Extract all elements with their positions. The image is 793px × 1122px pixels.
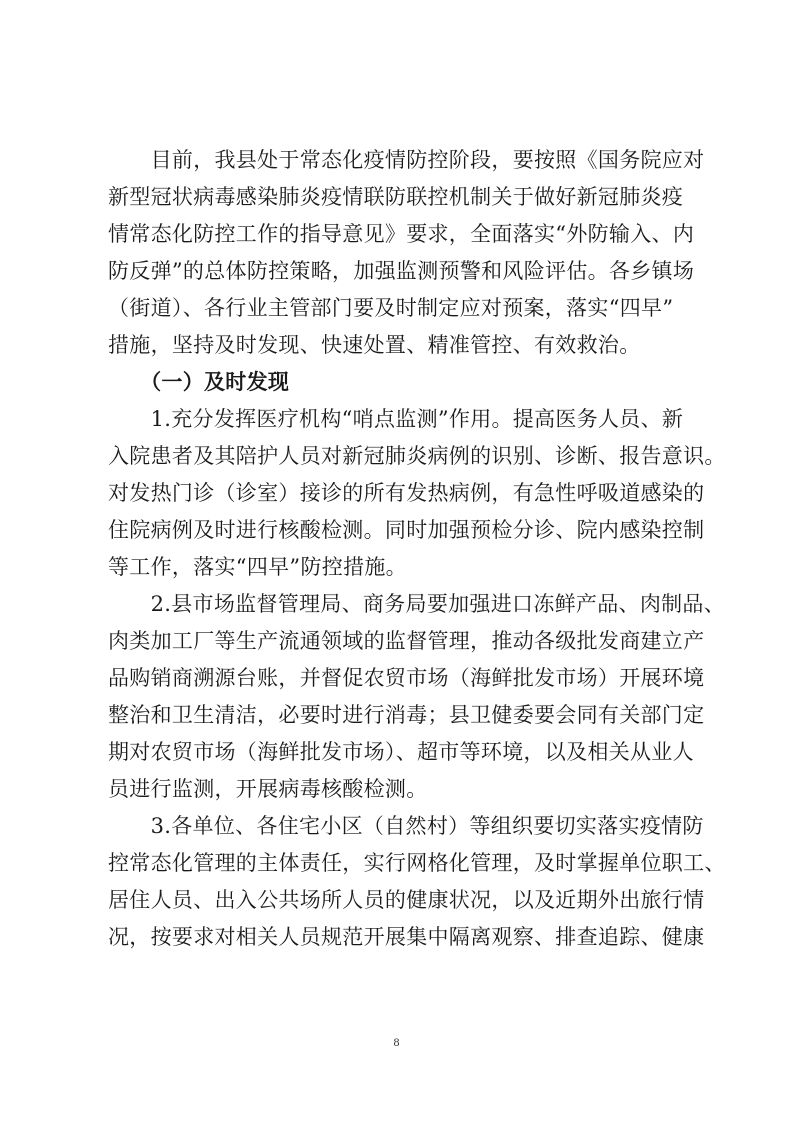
paragraph-line: 措施，坚持及时发现、快速处置、精准管控、有效救治。 [108, 333, 641, 357]
paragraph-line: 3.各单位、各住宅小区（自然村）等组织要切实落实疫情防 [108, 814, 704, 838]
paragraph-line: 1.充分发挥医疗机构“哨点监测”作用。提高医务人员、新 [108, 407, 684, 431]
paragraph-line: 等工作，落实“四早”防控措施。 [108, 555, 407, 579]
paragraph-line: 居住人员、出入公共场所人员的健康状况，以及近期外出旅行情 [108, 888, 705, 912]
paragraph-line: 住院病例及时进行核酸检测。同时加强预检分诊、院内感染控制 [108, 518, 705, 542]
paragraph-line: 控常态化管理的主体责任，实行网格化管理，及时掌握单位职工、 [108, 851, 726, 875]
paragraph-line: 品购销商溯源台账，并督促农贸市场（海鲜批发市场）开展环境 [108, 666, 705, 690]
paragraph-line: 情常态化防控工作的指导意见》要求，全面落实“外防输入、内 [108, 222, 695, 246]
paragraph-line: 整治和卫生清洁，必要时进行消毒；县卫健委要会同有关部门定 [108, 703, 705, 727]
paragraph-line: 肉类加工厂等生产流通领域的监督管理，推动各级批发商建立产 [108, 629, 705, 653]
paragraph-line: （街道）、各行业主管部门要及时制定应对预案，落实“四早” [108, 296, 674, 320]
paragraph-line: 员进行监测，开展病毒核酸检测。 [108, 777, 428, 801]
page-number: 8 [393, 1035, 400, 1049]
paragraph-line: 防反弹”的总体防控策略，加强监测预警和风险评估。各乡镇场 [108, 259, 695, 283]
section-heading: （一）及时发现 [108, 370, 290, 394]
paragraph-line: 2.县市场监督管理局、商务局要加强进口冻鲜产品、肉制品、 [108, 592, 726, 616]
paragraph-line: 况，按要求对相关人员规范开展集中隔离观察、排查追踪、健康 [108, 925, 705, 949]
paragraph-line: 对发热门诊（诊室）接诊的所有发热病例，有急性呼吸道感染的 [108, 481, 705, 505]
paragraph-line: 目前，我县处于常态化疫情防控阶段，要按照《国务院应对 [108, 148, 705, 172]
paragraph-line: 新型冠状病毒感染肺炎疫情联防联控机制关于做好新冠肺炎疫 [108, 185, 684, 209]
paragraph-line: 期对农贸市场（海鲜批发市场）、超市等环境，以及相关从业人 [108, 740, 694, 764]
paragraph-line: 入院患者及其陪护人员对新冠肺炎病例的识别、诊断、报告意识。 [108, 444, 726, 468]
